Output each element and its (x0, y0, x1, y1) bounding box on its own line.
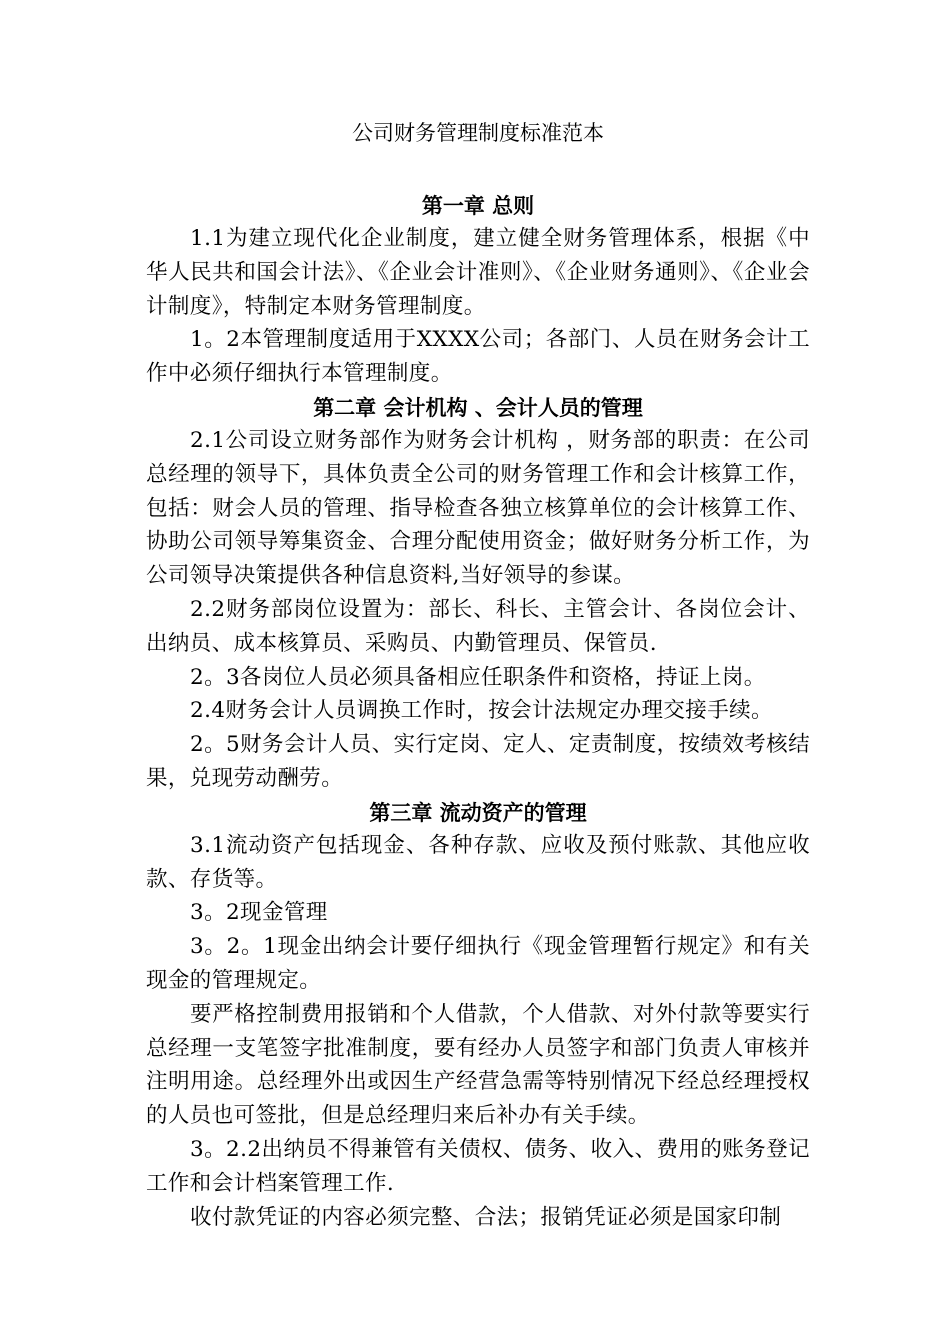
paragraph-3-1: 3.1流动资产包括现金、各种存款、应收及预付账款、其他应收款、存货等。 (146, 832, 810, 892)
paragraph-1-2: 1。2本管理制度适用于XXXX公司；各部门、人员在财务会计工作中必须仔细执行本管理制度。 (146, 327, 810, 387)
paragraph-2-5: 2。5财务会计人员、实行定岗、定人、定责制度，按绩效考核结果，兑现劳动酬劳。 (146, 732, 810, 791)
paragraph-2-1: 2.1公司设立财务部作为财务会计机构 ，财务部的职责：在公司总经理的领导下，具体负责全公司的财务管理工作和会计核算工作，包括：财会人员的管理、指导检查各独立核算单位的会计核算工作、协助公司领导筹集资金、合理分配使用资金；做好财务分析工作，为公司领导决策提供各种信息资料,当好领导的参谋。 (146, 427, 810, 589)
paragraph-3-2-1: 3。2。1现金出纳会计要仔细执行《现金管理暂行规定》和有关现金的管理规定。 (146, 934, 810, 993)
paragraph-expense-control: 要严格控制费用报销和个人借款，个人借款、对外付款等要实行总经理一支笔签字批准制度，要有经办人员签字和部门负责人审核并注明用途。总经理外出或因生产经营急需等特别情况下经总经理授权的人员也可签批，但是总经理归来后补办有关手续。 (146, 1001, 810, 1129)
paragraph-3-2-2: 3。2.2出纳员不得兼管有关债权、债务、收入、费用的账务登记工作和会计档案管理工作. (146, 1136, 810, 1196)
paragraph-2-2: 2.2财务部岗位设置为：部长、科长、主管会计、各岗位会计、出纳员、成本核算员、采购员、内勤管理员、保管员. (146, 596, 810, 656)
paragraph-3-2: 3。2现金管理 (190, 900, 328, 926)
chapter-1-heading: 第一章 总则 (421, 193, 535, 218)
paragraph-2-4: 2.4财务会计人员调换工作时，按会计法规定办理交接手续。 (190, 698, 773, 724)
document-page (146, 118, 810, 1234)
document-title: 公司财务管理制度标准范本 (352, 121, 604, 145)
paragraph-1-1: 1.1为建立现代化企业制度，建立健全财务管理体系，根据《中华人民共和国会计法》、《企业会计准则》、《企业财务通则》、《企业会计制度》，特制定本财务管理制度。 (146, 226, 810, 319)
paragraph-voucher-requirements: 收付款凭证的内容必须完整、合法；报销凭证必须是国家印制 (190, 1204, 782, 1230)
paragraph-2-3: 2。3各岗位人员必须具备相应任职条件和资格，持证上岗。 (190, 664, 766, 690)
chapter-3-heading: 第三章 流动资产的管理 (369, 799, 587, 825)
chapter-2-heading: 第二章 会计机构 、会计人员的管理 (313, 394, 643, 420)
